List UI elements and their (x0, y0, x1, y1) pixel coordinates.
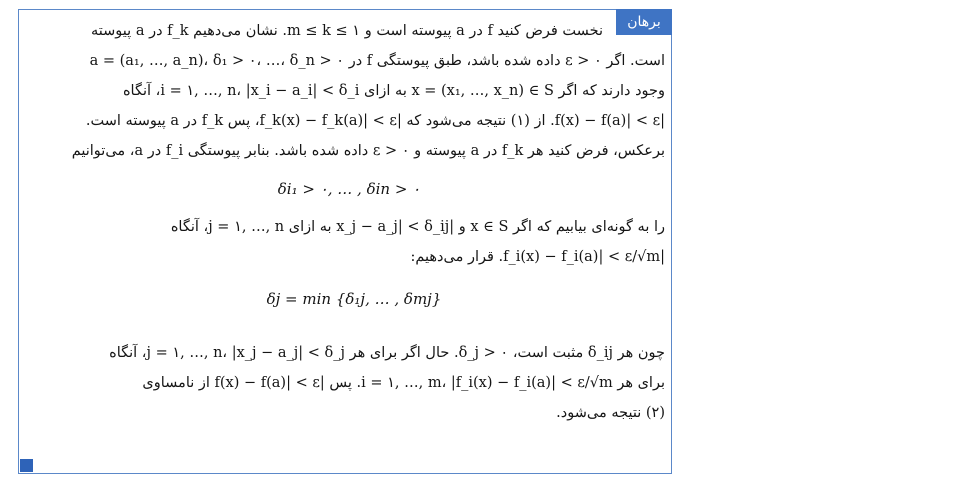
text-line: برای هر i = ۱, …, m، |f_i(x) − f_i(a)| < ε/√m. پس |f(x) − f(a)| < ε از نامساوی (142, 375, 665, 391)
proof-label: برهان (616, 9, 672, 35)
text-line: را به گونه‌ای بیابیم که اگر x ∈ S و |x_j − a_j| < δ_ij به ازای j = ۱, …, n، آنگاه (170, 219, 665, 235)
text-line: است. اگر ε > ۰ داده شده باشد، طبق پیوستگی f در a = (a₁, …, a_n)، δ₁ > ۰، …، δ_n > ۰ (89, 53, 665, 69)
text-line: برعکس، فرض کنید هر f_k در a پیوسته و ε > ۰ داده شده باشد. بنابر پیوستگی f_i در a، می‌توانیم (71, 143, 665, 159)
text-line: وجود دارند که اگر x = (x₁, …, x_n) ∈ S به ازای i = ۱, …, n، |x_i − a_i| < δ_i، آنگاه (122, 83, 665, 99)
proof-text (33, 16, 665, 428)
display-equation-1: δi₁ > ۰, … , δin > ۰ (277, 180, 421, 198)
proof-box (18, 10, 672, 474)
display-equation-2: δj = min {δ₁j, … , δmj} (266, 290, 442, 308)
text-line: چون هر δ_ij مثبت است، δ_j > ۰. حال اگر برای هر j = ۱, …, n، |x_j − a_j| < δ_j، آنگاه (109, 345, 665, 361)
text-line: نخست فرض کنید f در a پیوسته است و m ≤ k ≤ ۱. نشان می‌دهیم f_k در a پیوسته (91, 23, 603, 39)
text-line: |f(x) − f(a)| < ε. از (۱) نتیجه می‌شود که |f_k(x) − f_k(a)| < ε، پس f_k در a پیوسته است. (85, 113, 665, 129)
text-line: |f_i(x) − f_i(a)| < ε/√m. قرار می‌دهیم: (410, 249, 665, 265)
text-line: (۲) نتیجه می‌شود. (556, 405, 665, 421)
end-of-proof-marker (20, 459, 33, 472)
